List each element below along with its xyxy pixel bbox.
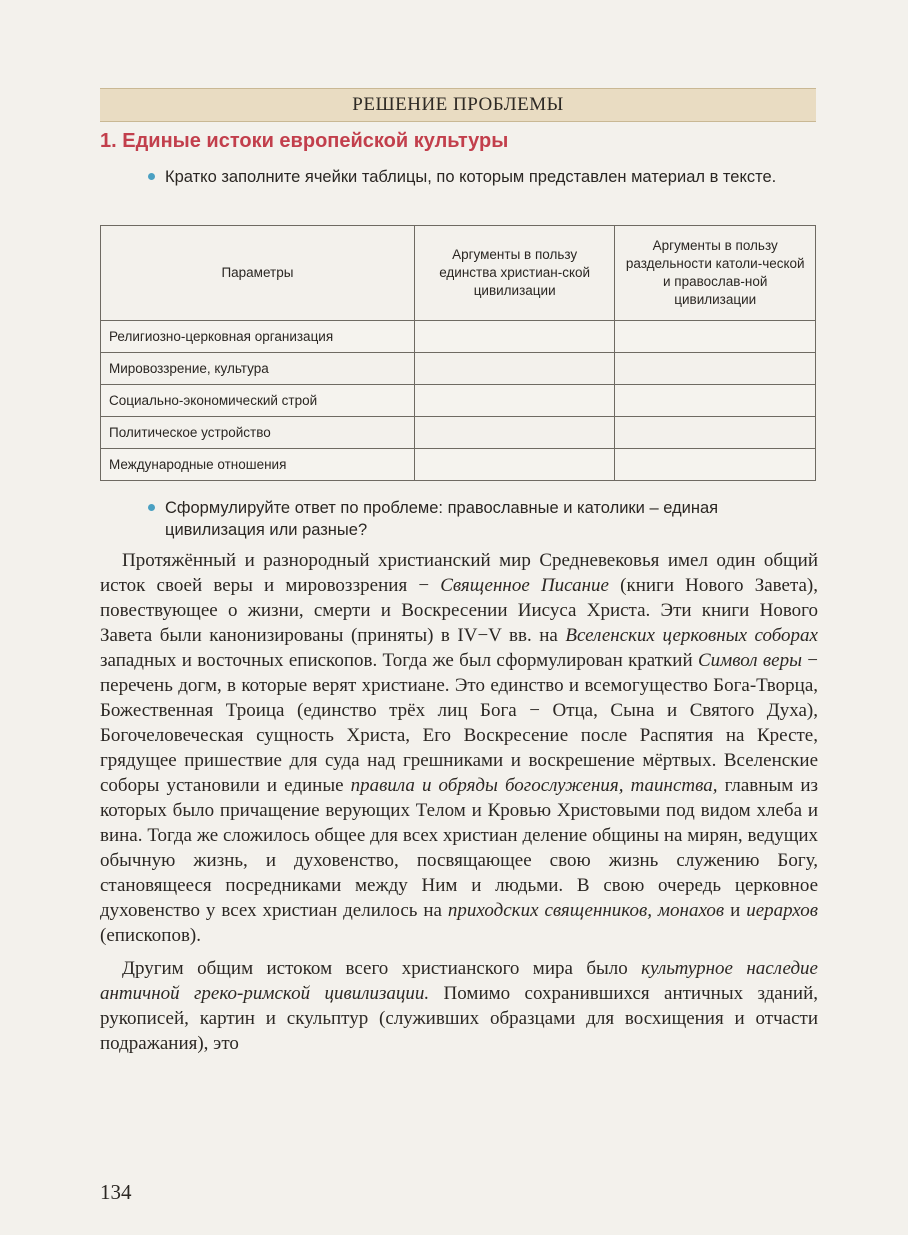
text-run: и [724,900,747,921]
table-row [101,385,816,417]
text-run: (епископов). [100,925,202,946]
table-cell-parameter: Политическое устройство [101,417,415,449]
table-cell-separation[interactable] [615,417,816,449]
task-text-2: Сформулируйте ответ по проблеме: православные и католики – единая цивилизация или разные? [165,499,719,539]
paragraph-1 [100,548,818,948]
parameters-table [100,225,816,481]
table-header-separation: Аргументы в пользу раздельности католи-ческой и православ-ной цивилизации [615,226,816,321]
term-scripture: Священное Писание [440,575,609,596]
table-cell-separation[interactable] [615,385,816,417]
table-row [101,449,816,481]
text-run: (книги Нового Завета), повествующее о жизни, смерти и Воскресении Иисуса Христа. Эти книги Нового Завета были канонизированы (приняты) в IV−V вв. на [100,575,819,646]
text-run: − перечень догм, в которые верят христиане. Это единство и всемогущество Бога-Творца, Божественная Троица (единство трёх лиц Бога − Отца, Сына и Святого Духа), Богочеловеческая сущность Христа, Его Воскресение после Распятия на Кресте, грядущее пришествие для суда над грешниками и воскрешение мёртвых. Вселенские соборы установили и единые [100,650,819,796]
table-cell-parameter: Мировоззрение, культура [101,353,415,385]
table-cell-unity[interactable] [414,321,615,353]
task-text-1: Кратко заполните ячейки таблицы, по которым представлен материал в тексте. [165,168,777,186]
bullet-icon [148,173,155,180]
table-cell-unity[interactable] [414,417,615,449]
text-run: Помимо сохранившихся античных зданий, рукописей, картин и скульптур (служивших образцами для восхищения и отчасти подражания), это [100,983,818,1054]
table-header-row [101,226,816,321]
table-cell-separation[interactable] [615,353,816,385]
table-cell-separation[interactable] [615,449,816,481]
bullet-icon [148,504,155,511]
task-instruction-2 [165,497,820,541]
table-cell-parameter: Международные отношения [101,449,415,481]
section-banner: РЕШЕНИЕ ПРОБЛЕМЫ [100,88,816,122]
table-row [101,417,816,449]
text-run: Другим общим истоком всего христианского мира было [122,958,642,979]
task-instruction-1 [165,166,820,188]
table-header-parameters: Параметры [101,226,415,321]
term-hierarchs: иерархов [746,900,818,921]
table-row [101,321,816,353]
text-run: западных и восточных епископов. Тогда же был сформулирован краткий [100,650,698,671]
text-run: главным из которых было причащение верующих Телом и Кровью Христовыми под видом хлеба и вина. Тогда же сложилось общее для всех христиан деление общины на мирян, ведущих обычную жизнь, и духовенство, посвящающее свою жизнь служению Богу, становящееся посредниками между Ним и людьми. В свою очередь церковное духовенство у всех христиан делилось на [100,775,818,921]
table-header-unity: Аргументы в пользу единства христиан-ской цивилизации [414,226,615,321]
term-creed: Символ веры [697,650,802,671]
table-row [101,353,816,385]
term-antique-heritage: культурное наследие античной греко-римской цивилизации. [100,958,818,1004]
paragraph-2 [100,956,818,1056]
table-cell-unity[interactable] [414,385,615,417]
table-cell-unity[interactable] [414,449,615,481]
text-run: Протяжённый и разнородный христианский мир Средневековья имел один общий исток своей веры и мировоззрения − [100,550,818,596]
term-ecumenical-councils: Вселенских церковных соборах [565,625,818,646]
term-clergy: приходских священников, монахов [447,900,725,921]
body-text [100,548,818,1056]
table-cell-separation[interactable] [615,321,816,353]
page-number: 134 [100,1180,132,1204]
term-rites: правила и обряды богослужения, таинства, [350,775,718,796]
section-heading: 1. Единые истоки европейской культуры [100,130,509,152]
table-cell-parameter: Социально-экономический строй [101,385,415,417]
table-cell-parameter: Религиозно-церковная организация [101,321,415,353]
table-cell-unity[interactable] [414,353,615,385]
